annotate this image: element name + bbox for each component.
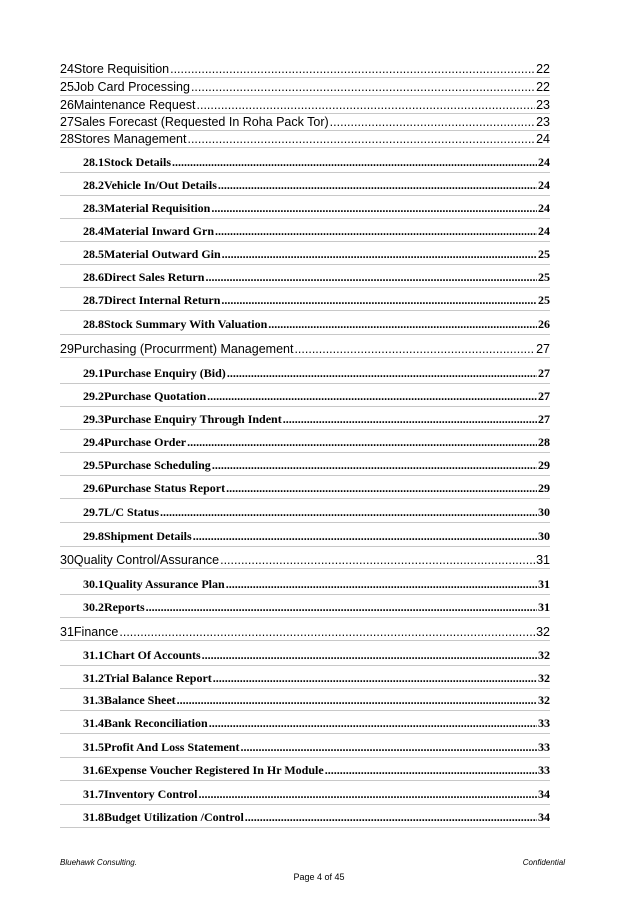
toc-dot-leader (177, 693, 537, 708)
toc-row-divider (60, 827, 550, 828)
toc-entry-page: 25 (538, 247, 550, 261)
toc-row-divider (60, 733, 550, 734)
toc-entry-page: 25 (538, 293, 550, 307)
toc-subsection-entry[interactable] (83, 577, 550, 592)
toc-entry-title: Purchase Order (104, 435, 187, 449)
toc-entry-number: 31.7 (83, 787, 104, 801)
toc-row-divider (60, 264, 550, 265)
toc-dot-leader (221, 293, 537, 308)
toc-entry-title: Trial Balance Report (104, 671, 212, 685)
toc-entry-page: 24 (538, 224, 550, 238)
toc-subsection-entry[interactable] (83, 224, 550, 239)
toc-entry-page: 34 (538, 787, 550, 801)
toc-entry-number: 28.1 (83, 155, 104, 169)
toc-entry-title: Chart Of Accounts (104, 648, 201, 662)
toc-entry-title: Vehicle In/Out Details (104, 178, 217, 192)
toc-entry-page: 24 (538, 155, 550, 169)
toc-dot-leader (193, 529, 537, 544)
toc-entry-title: Purchasing (Procurrment) Management (73, 342, 294, 356)
toc-entry-number: 31.8 (83, 810, 104, 824)
toc-entry-page: 27 (538, 366, 550, 380)
toc-dot-leader (170, 62, 535, 76)
toc-section-entry[interactable] (60, 115, 550, 129)
toc-entry-number: 27 (60, 115, 74, 129)
toc-subsection-entry[interactable] (83, 270, 550, 285)
page-number: Page 4 of 45 (293, 872, 345, 882)
toc-entry-page: 29 (538, 458, 550, 472)
toc-dot-leader (213, 671, 537, 686)
toc-entry-page: 31 (536, 553, 550, 567)
toc-row-divider (60, 498, 550, 499)
toc-dot-leader (160, 505, 537, 520)
toc-dot-leader (215, 224, 537, 239)
toc-row-divider (60, 546, 550, 547)
toc-entry-page: 30 (538, 505, 550, 519)
toc-dot-leader (197, 98, 536, 112)
toc-entry-number: 31 (60, 625, 74, 639)
toc-entry-number: 29 (60, 342, 74, 356)
toc-entry-number: 28.2 (83, 178, 104, 192)
toc-entry-page: 27 (536, 342, 550, 356)
toc-entry-number: 29.1 (83, 366, 104, 380)
toc-entry-number: 31.2 (83, 671, 104, 685)
toc-dot-leader (222, 247, 537, 262)
toc-dot-leader (172, 155, 537, 170)
toc-subsection-entry[interactable] (83, 178, 550, 193)
toc-entry-title: Material Requisition (104, 201, 211, 215)
toc-entry-page: 33 (538, 763, 550, 777)
toc-entry-title: Purchase Enquiry Through Indent (104, 412, 282, 426)
toc-entry-title: Direct Internal Return (104, 293, 221, 307)
toc-entry-page: 27 (538, 389, 550, 403)
toc-entry-number: 31.1 (83, 648, 104, 662)
footer-classification: Confidential (522, 858, 565, 867)
toc-entry-page: 33 (538, 716, 550, 730)
toc-dot-leader (294, 342, 535, 356)
toc-dot-leader (191, 80, 535, 94)
toc-subsection-entry[interactable] (83, 366, 550, 381)
toc-entry-title: Reports (104, 600, 145, 614)
toc-dot-leader (325, 763, 537, 778)
toc-entry-number: 28.6 (83, 270, 104, 284)
toc-row-divider (60, 710, 550, 711)
toc-entry-number: 26 (60, 98, 74, 112)
toc-entry-title: Balance Sheet (104, 693, 176, 707)
toc-dot-leader (187, 132, 535, 146)
toc-subsection-entry[interactable] (83, 671, 550, 686)
toc-entry-page: 31 (538, 600, 550, 614)
toc-row-divider (60, 804, 550, 805)
toc-subsection-entry[interactable] (83, 155, 550, 170)
toc-entry-title: Budget Utilization /Control (104, 810, 244, 824)
toc-section-entry[interactable] (60, 342, 550, 356)
toc-row-divider (60, 77, 550, 78)
toc-entry-page: 33 (538, 740, 550, 754)
toc-dot-leader (198, 787, 537, 802)
toc-entry-page: 30 (538, 529, 550, 543)
toc-row-divider (60, 594, 550, 595)
toc-dot-leader (227, 366, 537, 381)
toc-dot-leader (283, 412, 537, 427)
toc-entry-number: 31.4 (83, 716, 104, 730)
toc-dot-leader (245, 810, 537, 825)
toc-row-divider (60, 287, 550, 288)
toc-entry-title: Stores Management (73, 132, 187, 146)
toc-entry-title: Profit And Loss Statement (104, 740, 240, 754)
toc-subsection-entry[interactable] (83, 435, 550, 450)
toc-subsection-entry[interactable] (83, 810, 550, 825)
toc-entry-number: 31.6 (83, 763, 104, 777)
toc-row-divider (60, 172, 550, 173)
toc-row-divider (60, 757, 550, 758)
toc-entry-title: Bank Reconciliation (104, 716, 208, 730)
toc-row-divider (60, 113, 550, 114)
toc-section-entry[interactable] (60, 80, 550, 94)
toc-entry-number: 29.3 (83, 412, 104, 426)
toc-row-divider (60, 95, 550, 96)
toc-entry-title: Shipment Details (104, 529, 192, 543)
toc-subsection-entry[interactable] (83, 412, 550, 427)
toc-entry-number: 25 (60, 80, 74, 94)
toc-entry-title: Material Inward Grn (104, 224, 214, 238)
toc-subsection-entry[interactable] (83, 293, 550, 308)
toc-subsection-entry[interactable] (83, 787, 550, 802)
toc-row-divider (60, 310, 550, 311)
toc-entry-number: 28.3 (83, 201, 104, 215)
toc-entry-number: 28.4 (83, 224, 104, 238)
toc-row-divider (60, 130, 550, 131)
toc-row-divider (60, 383, 550, 384)
toc-row-divider (60, 640, 550, 641)
toc-entry-number: 31.3 (83, 693, 104, 707)
toc-entry-title: Inventory Control (104, 787, 198, 801)
toc-entry-title: Purchase Scheduling (104, 458, 211, 472)
toc-entry-number: 28 (60, 132, 74, 146)
toc-subsection-entry[interactable] (83, 505, 550, 520)
toc-entry-number: 28.7 (83, 293, 104, 307)
toc-entry-page: 27 (538, 412, 550, 426)
toc-entry-title: Expense Voucher Registered In Hr Module (104, 763, 324, 777)
toc-entry-page: 32 (538, 693, 550, 707)
toc-row-divider (60, 406, 550, 407)
toc-entry-title: Stock Summary With Valuation (104, 317, 268, 331)
toc-dot-leader (209, 716, 537, 731)
toc-row-divider (60, 218, 550, 219)
toc-entry-number: 24 (60, 62, 74, 76)
toc-row-divider (60, 241, 550, 242)
toc-entry-page: 26 (538, 317, 550, 331)
toc-entry-page: 31 (538, 577, 550, 591)
toc-section-entry[interactable] (60, 553, 550, 567)
toc-row-divider (60, 357, 550, 358)
toc-entry-number: 30.1 (83, 577, 104, 591)
toc-entry-title: Quality Assurance Plan (104, 577, 225, 591)
toc-row-divider (60, 429, 550, 430)
toc-subsection-entry[interactable] (83, 247, 550, 262)
toc-entry-title: Material Outward Gin (104, 247, 221, 261)
toc-entry-title: Purchase Quotation (104, 389, 207, 403)
toc-entry-number: 29.2 (83, 389, 104, 403)
toc-entry-title: Direct Sales Return (104, 270, 205, 284)
toc-entry-number: 29.5 (83, 458, 104, 472)
toc-entry-page: 29 (538, 481, 550, 495)
toc-dot-leader (207, 389, 537, 404)
toc-row-divider (60, 780, 550, 781)
footer-company: Bluehawk Consulting. (60, 858, 137, 867)
toc-row-divider (60, 617, 550, 618)
toc-entry-title: Maintenance Request (73, 98, 196, 112)
toc-subsection-entry[interactable] (83, 201, 550, 216)
toc-entry-page: 24 (538, 201, 550, 215)
toc-subsection-entry[interactable] (83, 648, 550, 663)
toc-entry-page: 34 (538, 810, 550, 824)
toc-dot-leader (205, 270, 537, 285)
toc-dot-leader (146, 600, 537, 615)
toc-subsection-entry[interactable] (83, 740, 550, 755)
toc-row-divider (60, 147, 550, 148)
toc-entry-page: 24 (538, 178, 550, 192)
toc-section-entry[interactable] (60, 132, 550, 146)
toc-entry-number: 29.6 (83, 481, 104, 495)
toc-dot-leader (187, 435, 537, 450)
toc-subsection-entry[interactable] (83, 693, 550, 708)
toc-entry-number: 30.2 (83, 600, 104, 614)
toc-entry-page: 23 (536, 98, 550, 112)
toc-dot-leader (212, 458, 537, 473)
toc-dot-leader (220, 553, 535, 567)
toc-section-entry[interactable] (60, 98, 550, 112)
toc-dot-leader (240, 740, 537, 755)
toc-row-divider (60, 475, 550, 476)
toc-row-divider (60, 665, 550, 666)
toc-subsection-entry[interactable] (83, 317, 550, 332)
toc-entry-number: 29.4 (83, 435, 104, 449)
toc-dot-leader (202, 648, 537, 663)
toc-entry-page: 32 (538, 671, 550, 685)
toc-entry-page: 32 (536, 625, 550, 639)
toc-entry-title: Job Card Processing (73, 80, 190, 94)
toc-entry-title: Stock Details (104, 155, 171, 169)
toc-subsection-entry[interactable] (83, 458, 550, 473)
toc-entry-number: 30 (60, 553, 74, 567)
toc-entry-title: Finance (73, 625, 119, 639)
toc-row-divider (60, 688, 550, 689)
toc-entry-title: Sales Forecast (Requested In Roha Pack Tor) (73, 115, 329, 129)
toc-entry-page: 25 (538, 270, 550, 284)
toc-dot-leader (119, 625, 535, 639)
toc-subsection-entry[interactable] (83, 716, 550, 731)
toc-entry-number: 29.7 (83, 505, 104, 519)
toc-entry-title: L/C Status (104, 505, 160, 519)
toc-row-divider (60, 334, 550, 335)
toc-dot-leader (226, 577, 537, 592)
toc-subsection-entry[interactable] (83, 529, 550, 544)
toc-entry-number: 31.5 (83, 740, 104, 754)
toc-entry-number: 28.8 (83, 317, 104, 331)
toc-entry-title: Purchase Enquiry (Bid) (104, 366, 226, 380)
toc-subsection-entry[interactable] (83, 481, 550, 496)
toc-dot-leader (218, 178, 537, 193)
toc-entry-page: 22 (536, 62, 550, 76)
toc-row-divider (60, 568, 550, 569)
toc-subsection-entry[interactable] (83, 389, 550, 404)
toc-subsection-entry[interactable] (83, 600, 550, 615)
toc-subsection-entry[interactable] (83, 763, 550, 778)
toc-entry-page: 32 (538, 648, 550, 662)
toc-row-divider (60, 452, 550, 453)
toc-entry-page: 22 (536, 80, 550, 94)
toc-entry-title: Quality Control/Assurance (73, 553, 220, 567)
toc-entry-title: Purchase Status Report (104, 481, 226, 495)
toc-dot-leader (226, 481, 537, 496)
toc-dot-leader (268, 317, 537, 332)
toc-entry-page: 28 (538, 435, 550, 449)
toc-entry-number: 28.5 (83, 247, 104, 261)
toc-row-divider (60, 522, 550, 523)
toc-row-divider (60, 195, 550, 196)
toc-entry-page: 23 (536, 115, 550, 129)
toc-section-entry[interactable] (60, 625, 550, 639)
toc-entry-number: 29.8 (83, 529, 104, 543)
toc-entry-page: 24 (536, 132, 550, 146)
toc-entry-title: Store Requisition (73, 62, 170, 76)
toc-dot-leader (211, 201, 537, 216)
toc-dot-leader (330, 115, 535, 129)
toc-section-entry[interactable] (60, 62, 550, 76)
